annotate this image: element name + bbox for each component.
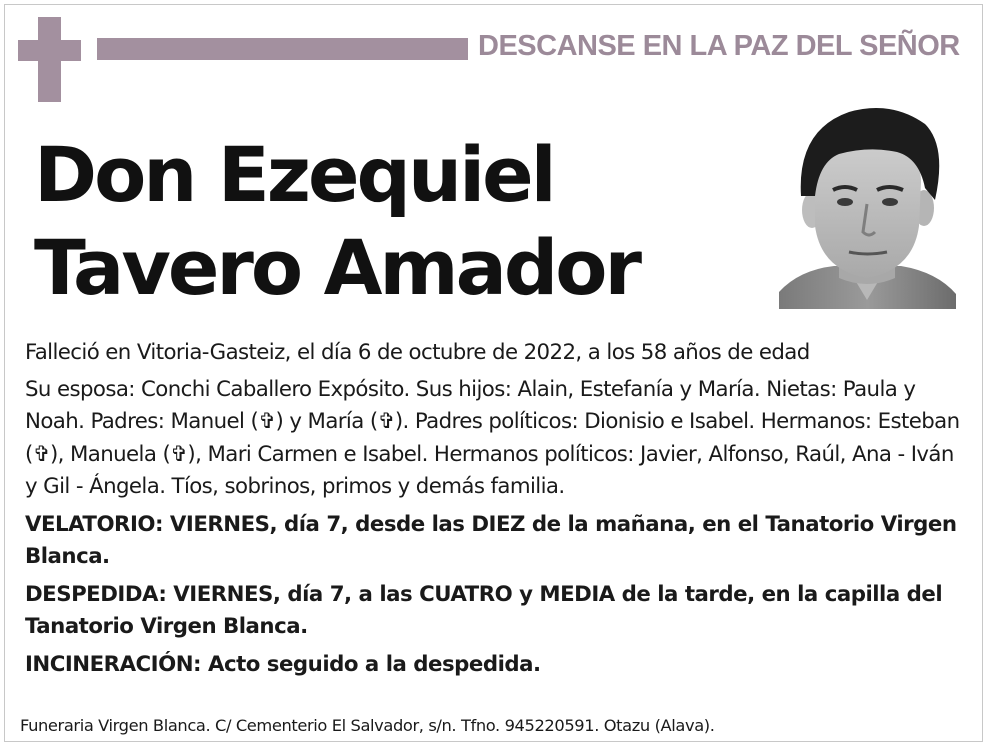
- family-list: Su esposa: Conchi Caballero Expósito. Sus hijos: Alain, Estefanía y María. Nietas: Paula y Noah. Padres: Manuel (✞) y María (✞). Padres políticos: Dionisio e Isabel. Hermanos: Esteban (✞), Manuela (✞), Mari Carmen e Isabel. Hermanos políticos: Javier, Alfonso, Raúl, Ana - Iván y Gil - Ángela. Tíos, sobrinos, primos y demás familia.: [25, 376, 960, 499]
- header-divider-bar: [97, 38, 468, 60]
- cross-horizontal: [18, 40, 81, 61]
- velatorio-info: VELATORIO: VIERNES, día 7, desde las DIEZ de la mañana, en el Tanatorio Virgen Blanca.: [25, 511, 957, 569]
- death-notice: Falleció en Vitoria-Gasteiz, el día 6 de octubre de 2022, a los 58 años de edad: [25, 340, 810, 365]
- portrait-photo: [779, 100, 956, 309]
- despedida-info: DESPEDIDA: VIERNES, día 7, a las CUATRO y MEDIA de la tarde, en la capilla del Tanatorio Virgen Blanca.: [25, 581, 943, 639]
- deceased-name: [34, 128, 639, 314]
- deceased-name-line2: Tavero Amador: [34, 223, 639, 312]
- deceased-name-line1: Don Ezequiel: [34, 130, 554, 219]
- notice-body: [25, 337, 965, 686]
- header-title: DESCANSE EN LA PAZ DEL SEÑOR: [478, 30, 960, 62]
- funeral-home-footer: Funeraria Virgen Blanca. C/ Cementerio El Salvador, s/n. Tfno. 945220591. Otazu (Alava).: [20, 716, 715, 735]
- incineracion-info: INCINERACIÓN: Acto seguido a la despedida.: [25, 651, 541, 677]
